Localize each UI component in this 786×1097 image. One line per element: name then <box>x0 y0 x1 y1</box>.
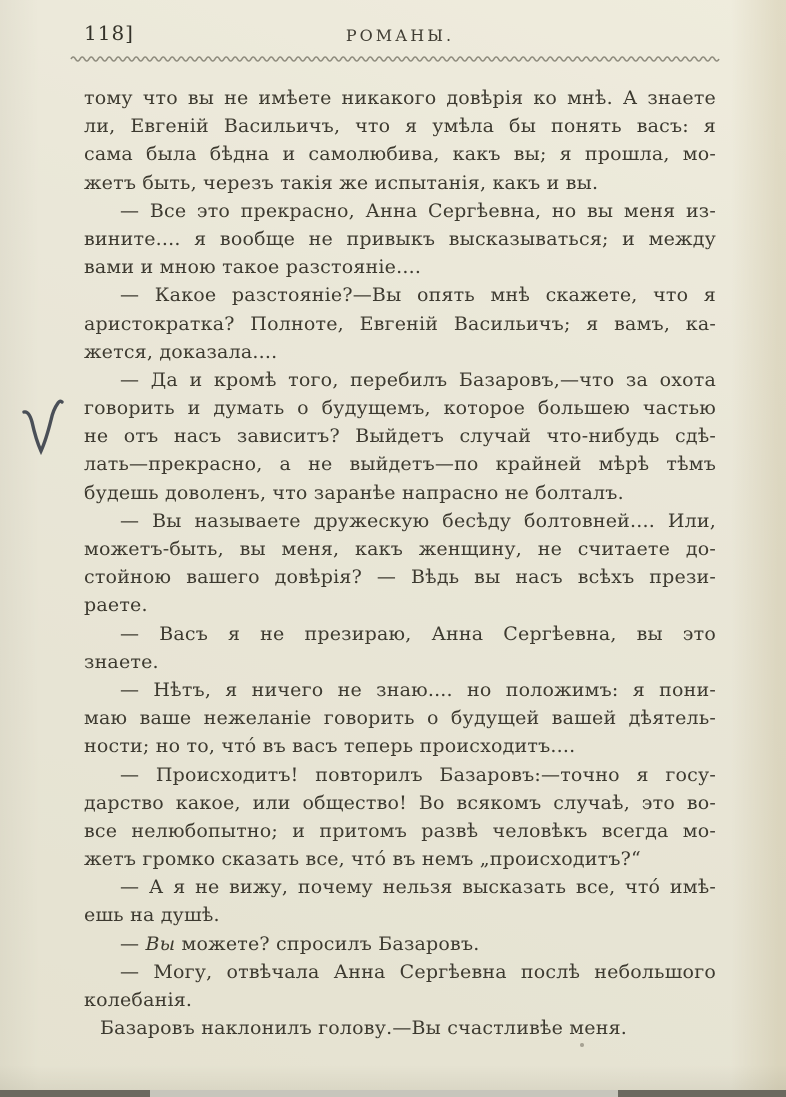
handwritten-check-icon <box>20 398 68 464</box>
text-line: все нелюбопытно; и притомъ развѣ человѣкъ всегда мо- <box>84 819 716 842</box>
text-line: раете. <box>84 594 148 617</box>
text-line: — Да и кромѣ того, перебилъ Базаровъ,—что за охота <box>120 368 716 391</box>
text-column <box>84 84 716 1042</box>
text-line: — Вы можете? спросилъ Базаровъ. <box>120 932 480 955</box>
scan-edge-dark-left <box>0 1090 150 1097</box>
text-line: Базаровъ наклонилъ голову.—Вы счастливѣе меня. <box>100 1017 628 1040</box>
text-line: вами и мною такое разстояніе.... <box>84 256 422 279</box>
ink-speck <box>580 1043 584 1047</box>
scan-edge-strip <box>0 1090 786 1097</box>
text-line: знаете. <box>84 650 159 673</box>
text-line: — Вы называете дружескую бесѣду болтовней.... Или, <box>120 509 716 532</box>
bottom-shadow <box>0 1065 786 1091</box>
running-head-title: РОМАНЫ. <box>345 26 455 45</box>
text-line: говорить и думать о будущемъ, которое большею частью <box>84 397 716 420</box>
text-line: жетъ громко сказать все, чтó въ немъ „происходитъ?“ <box>84 848 641 871</box>
text-line: вините.... я вообще не привыкъ высказываться; и между <box>84 227 716 250</box>
text-line: ешь на душѣ. <box>84 904 220 927</box>
page-header <box>0 0 786 70</box>
text-line: жетъ быть, черезъ такія же испытанія, какъ и вы. <box>84 171 599 194</box>
text-line: — Все это прекрасно, Анна Сергѣевна, но вы меня из- <box>120 199 716 222</box>
text-line: маю ваше нежеланіе говорить о будущей вашей дѣятель- <box>84 707 716 730</box>
text-line: — Нѣтъ, я ничего не знаю.... но положимъ: я пони- <box>120 678 716 701</box>
text-line: дарство какое, или общество! Во всякомъ случаѣ, это во- <box>84 791 716 814</box>
text-line: ности; но то, чтó въ васъ теперь происходитъ.... <box>84 735 576 758</box>
text-line: — Васъ я не презираю, Анна Сергѣевна, вы это <box>120 622 716 645</box>
scan-edge-dark-right <box>618 1090 786 1097</box>
text-line: стойною вашего довѣрія? — Вѣдь вы насъ всѣхъ прези- <box>84 566 716 589</box>
text-line: — Могу, отвѣчала Анна Сергѣевна послѣ небольшого <box>120 960 716 983</box>
text-line: — А я не вижу, почему нельзя высказать все, чтó имѣ- <box>120 876 716 899</box>
text-line: — Происходитъ! повторилъ Базаровъ:—точно я госу- <box>120 763 716 786</box>
wavy-rule-ornament <box>70 54 720 64</box>
text-line: ли, Евгеній Васильичъ, что я умѣла бы понять васъ: я <box>84 115 716 138</box>
text-line: не отъ насъ зависитъ? Выйдетъ случай что-нибудь сдѣ- <box>84 425 716 448</box>
text-line: — Какое разстояніе?—Вы опять мнѣ скажете, что я <box>120 284 716 307</box>
text-line: сама была бѣдна и самолюбива, какъ вы; я прошла, мо- <box>84 143 716 166</box>
text-line: тому что вы не имѣете никакого довѣрія ко мнѣ. А знаете <box>84 87 716 109</box>
scan-edge-light-middle <box>150 1090 618 1097</box>
text-line: можетъ-быть, вы меня, какъ женщину, не считаете до- <box>84 538 716 560</box>
text-line: лать—прекрасно, а не выйдетъ—по крайней мѣрѣ тѣмъ <box>84 453 716 476</box>
text-line: будешь доволенъ, что заранѣе напрасно не болталъ. <box>84 481 624 504</box>
text-line: аристократка? Полноте, Евгеній Васильичъ; я вамъ, ка- <box>84 312 716 335</box>
text-line: колебанія. <box>84 989 193 1011</box>
text-line: жется, доказала.... <box>84 340 278 363</box>
page-number: 118] <box>84 21 134 45</box>
